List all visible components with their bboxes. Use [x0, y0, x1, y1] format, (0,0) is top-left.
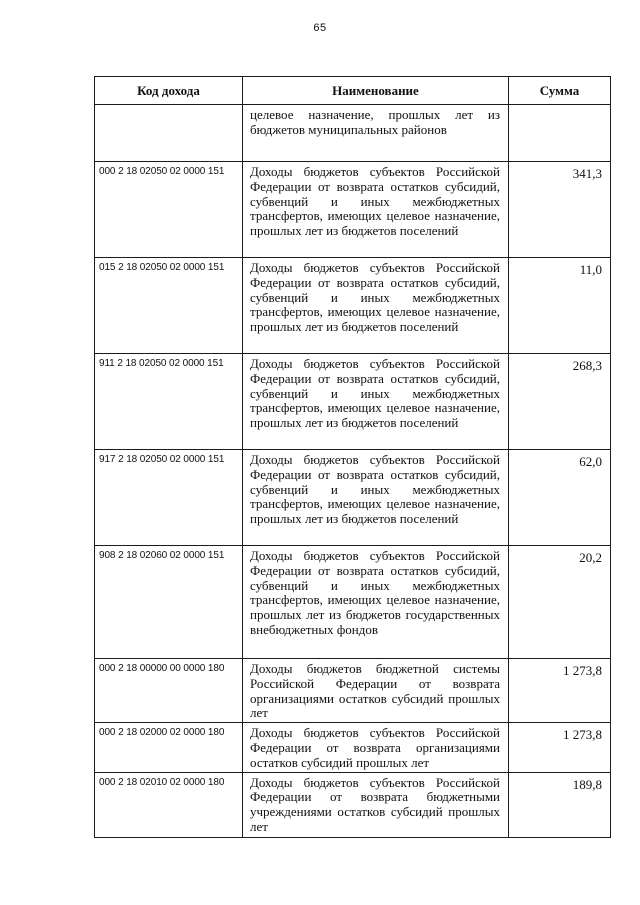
revenue-code: 000 2 18 00000 00 0000 180: [95, 659, 243, 723]
revenue-code: [95, 105, 243, 162]
page-number: 65: [313, 22, 327, 34]
revenue-amount: [509, 105, 611, 162]
revenue-name: Доходы бюджетов субъектов Российской Федерации от возврата организациями остатков субсидий прошлых лет: [243, 723, 509, 772]
revenue-code: 015 2 18 02050 02 0000 151: [95, 258, 243, 354]
table-header-row: [95, 77, 611, 105]
revenue-name: Доходы бюджетов субъектов Российской Федерации от возврата остатков субсидий, субвенций и иных межбюджетных трансфертов, имеющих целевое назначение, прошлых лет из бюджетов поселений: [243, 354, 509, 450]
table-row: [95, 354, 611, 450]
table-row: [95, 105, 611, 162]
revenue-code: 000 2 18 02050 02 0000 151: [95, 162, 243, 258]
revenue-amount: 20,2: [509, 546, 611, 659]
revenue-code: 908 2 18 02060 02 0000 151: [95, 546, 243, 659]
revenue-code: 000 2 18 02000 02 0000 180: [95, 723, 243, 772]
revenue-code: 000 2 18 02010 02 0000 180: [95, 772, 243, 837]
table-row: [95, 546, 611, 659]
revenue-amount: 189,8: [509, 772, 611, 837]
revenue-amount: 341,3: [509, 162, 611, 258]
table-row: [95, 450, 611, 546]
revenue-name: Доходы бюджетов субъектов Российской Федерации от возврата остатков субсидий, субвенций и иных межбюджетных трансфертов, имеющих целевое назначение, прошлых лет из бюджетов поселений: [243, 450, 509, 546]
revenue-name: Доходы бюджетов бюджетной системы Российской Федерации от возврата организациями остатков субсидий прошлых лет: [243, 659, 509, 723]
revenue-amount: 1 273,8: [509, 659, 611, 723]
revenue-name: Доходы бюджетов субъектов Российской Федерации от возврата остатков субсидий, субвенций и иных межбюджетных трансфертов, имеющих целевое назначение, прошлых лет из бюджетов государственных внебюджетных фондов: [243, 546, 509, 659]
revenue-amount: 62,0: [509, 450, 611, 546]
table-row: [95, 772, 611, 837]
revenue-name: Доходы бюджетов субъектов Российской Федерации от возврата бюджетными учреждениями остатков субсидий прошлых лет: [243, 772, 509, 837]
header-name: Наименование: [243, 77, 509, 105]
table-row: [95, 723, 611, 772]
revenue-amount: 268,3: [509, 354, 611, 450]
revenue-code: 917 2 18 02050 02 0000 151: [95, 450, 243, 546]
table-row: [95, 258, 611, 354]
header-code: Код дохода: [95, 77, 243, 105]
table-row: [95, 162, 611, 258]
revenue-amount: 1 273,8: [509, 723, 611, 772]
revenue-code: 911 2 18 02050 02 0000 151: [95, 354, 243, 450]
revenue-amount: 11,0: [509, 258, 611, 354]
revenue-name: Доходы бюджетов субъектов Российской Федерации от возврата остатков субсидий, субвенций и иных межбюджетных трансфертов, имеющих целевое назначение, прошлых лет из бюджетов поселений: [243, 258, 509, 354]
header-amount: Сумма: [509, 77, 611, 105]
revenue-name: целевое назначение, прошлых лет из бюджетов муниципальных районов: [243, 105, 509, 162]
table-row: [95, 659, 611, 723]
revenue-table: [94, 76, 611, 838]
revenue-name: Доходы бюджетов субъектов Российской Федерации от возврата остатков субсидий, субвенций и иных межбюджетных трансфертов, имеющих целевое назначение, прошлых лет из бюджетов поселений: [243, 162, 509, 258]
